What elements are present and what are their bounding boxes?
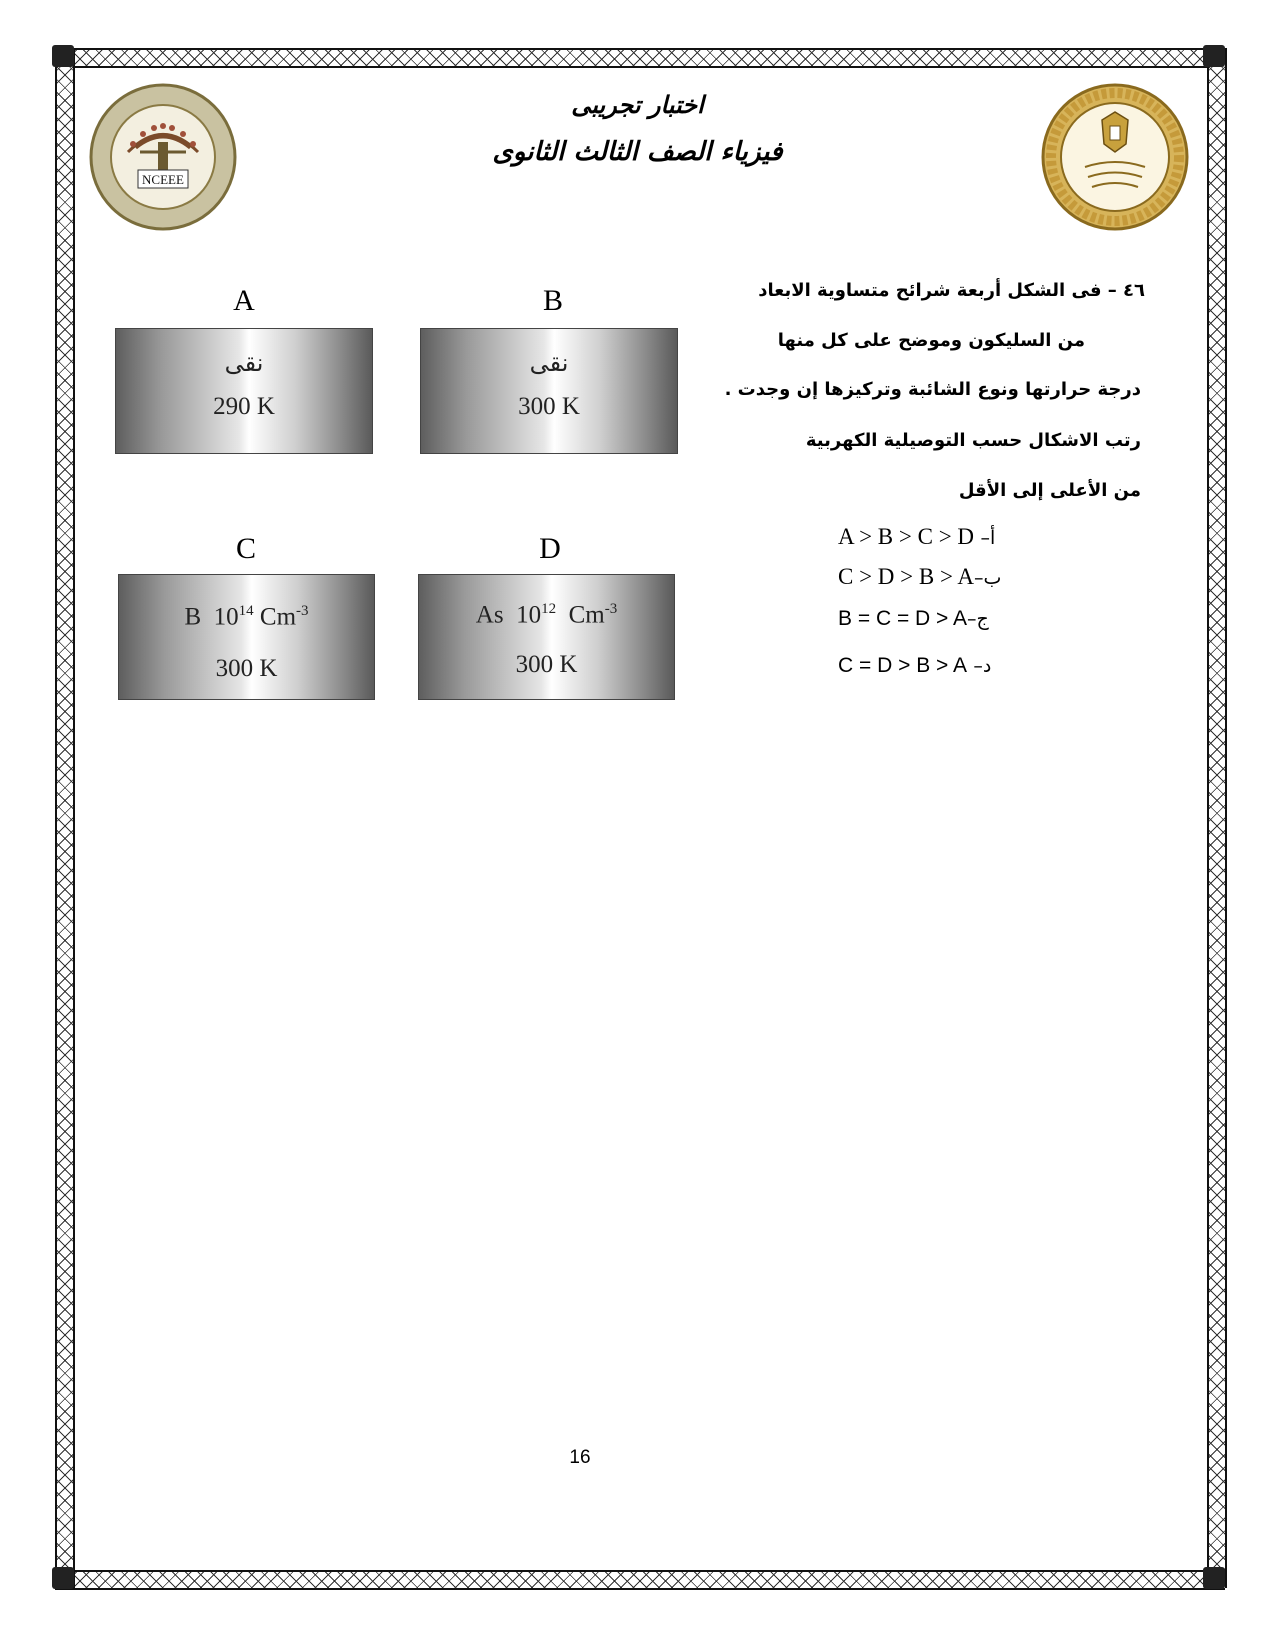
answer-option-c[interactable]: B = C = D > Aج– <box>838 607 989 630</box>
wafer-c <box>118 574 375 700</box>
border-corner-ornament <box>1203 45 1225 67</box>
wafer-d <box>418 574 675 700</box>
question-line: درجة حرارتها ونوع الشائبة وتركيزها إن وجدت . <box>724 379 1141 400</box>
answer-option-d[interactable]: C = D > B > A د– <box>838 654 992 677</box>
answer-option-a[interactable]: A > B > C > D أ– <box>838 524 996 549</box>
wafer-c-label: C <box>235 532 256 565</box>
wafer-d-label: D <box>539 532 561 565</box>
wafer-a-type: نقى <box>224 349 264 377</box>
wafer-a <box>115 328 373 454</box>
exam-title: اختبار تجريبى <box>571 90 704 119</box>
question-line: من الأعلى إلى الأقل <box>958 480 1141 501</box>
page-number: 16 <box>569 1447 591 1468</box>
wafer-b <box>420 328 678 454</box>
question-line: ٤٦ – فى الشكل أربعة شرائح متساوية الابعاد <box>758 280 1145 301</box>
border-corner-ornament <box>52 45 74 67</box>
page-border-right <box>1207 48 1227 1588</box>
nceee-logo <box>88 82 238 232</box>
question-line: من السليكون وموضح على كل منها <box>777 330 1085 351</box>
answer-option-b[interactable]: C > D > B > Aب– <box>838 564 1002 589</box>
wafer-c-doping: B $10^{14}$ $Cm^{-3}$ <box>184 603 309 631</box>
wafer-b-label: B <box>542 284 563 317</box>
svg-text:NCEEE: NCEEE <box>142 172 184 187</box>
question-line: رتب الاشكال حسب التوصيلية الكهربية <box>805 430 1141 451</box>
page-border-left <box>55 48 75 1588</box>
wafer-d-doping: As $10^{12}$ $Cm^{-3}$ <box>475 601 618 629</box>
border-corner-ornament <box>52 1567 74 1589</box>
wafer-b-type: نقى <box>529 349 569 377</box>
page-border-top <box>55 48 1225 68</box>
wafer-a-temperature: 290 K <box>213 393 275 420</box>
exam-subtitle: فيزياء الصف الثالث الثانوى <box>492 137 783 167</box>
wafer-b-temperature: 300 K <box>518 393 580 420</box>
wafer-d-temperature: 300 K <box>515 651 578 678</box>
wafer-a-label: A <box>233 284 255 317</box>
page-border-bottom <box>55 1570 1225 1590</box>
wafer-c-temperature: 300 K <box>215 655 278 682</box>
ministry-logo <box>1040 82 1190 232</box>
border-corner-ornament <box>1203 1567 1225 1589</box>
